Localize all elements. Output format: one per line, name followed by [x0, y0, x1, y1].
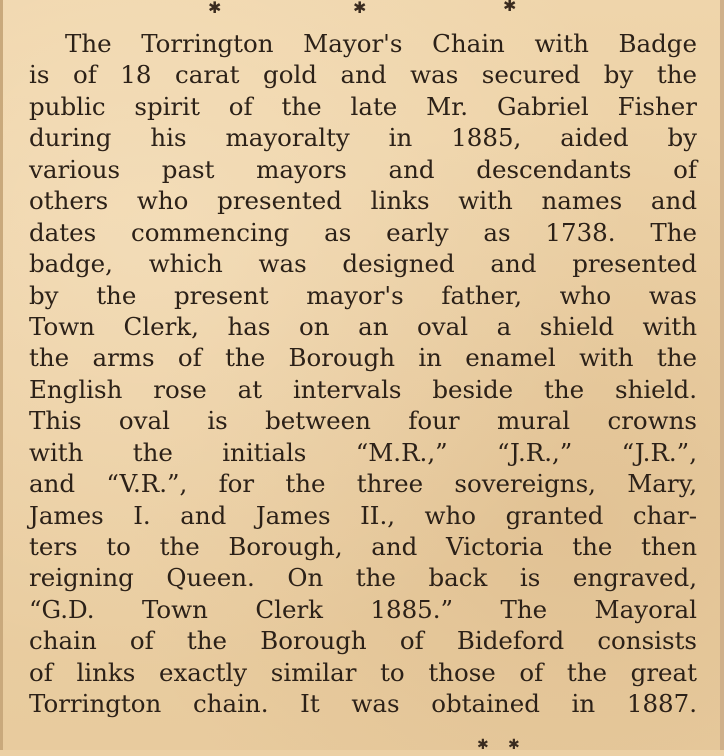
article-line: and “V.R.”, for the three sovereigns, Mary,	[29, 469, 697, 499]
article-line: various past mayors and descendants of	[29, 154, 697, 184]
article-line: The Torrington Mayor's Chain with Badge	[65, 29, 697, 58]
article-text	[29, 28, 697, 720]
article-line: is of 18 carat gold and was secured by the	[29, 60, 697, 90]
article-line: chain of the Borough of Bideford consists	[29, 626, 697, 656]
article-line: with the initials “M.R.,” “J.R.,” “J.R.”,	[29, 437, 697, 467]
asterisk-ornament-icon: ✱	[353, 0, 367, 17]
article-line: reigning Queen. On the back is engraved,	[29, 563, 697, 593]
article-line: by the present mayor's father, who was	[29, 280, 697, 310]
article-line: of links exactly similar to those of the great	[29, 657, 697, 687]
asterisk-ornament-icon: ✱	[477, 737, 489, 753]
article-line: ters to the Borough, and Victoria the then	[29, 532, 697, 561]
top-ornament-divider	[3, 0, 724, 20]
article-line: the arms of the Borough in enamel with the	[29, 343, 697, 373]
article-line: dates commencing as early as 1738. The	[29, 217, 697, 247]
asterisk-ornament-icon: ✱	[503, 0, 517, 15]
asterisk-ornament-icon: ✱	[208, 0, 222, 17]
article-line: public spirit of the late Mr. Gabriel Fisher	[29, 91, 697, 121]
article-line: during his mayoralty in 1885, aided by	[29, 123, 697, 153]
bottom-ornament-divider	[3, 738, 724, 756]
article-line: James I. and James II., who granted char-	[29, 500, 697, 530]
article-line: badge, which was designed and presented	[29, 249, 697, 279]
article-line: This oval is between four mural crowns	[29, 406, 697, 436]
article-line: “G.D. Town Clerk 1885.” The Mayoral	[29, 594, 697, 624]
asterisk-ornament-icon: ✱	[508, 737, 520, 753]
article-line: Town Clerk, has on an oval a shield with	[29, 311, 697, 341]
article-line: others who presented links with names and	[29, 186, 697, 216]
article-line: English rose at intervals beside the shield.	[29, 374, 697, 404]
article-line: Torrington chain. It was obtained in 1887.	[29, 689, 697, 719]
